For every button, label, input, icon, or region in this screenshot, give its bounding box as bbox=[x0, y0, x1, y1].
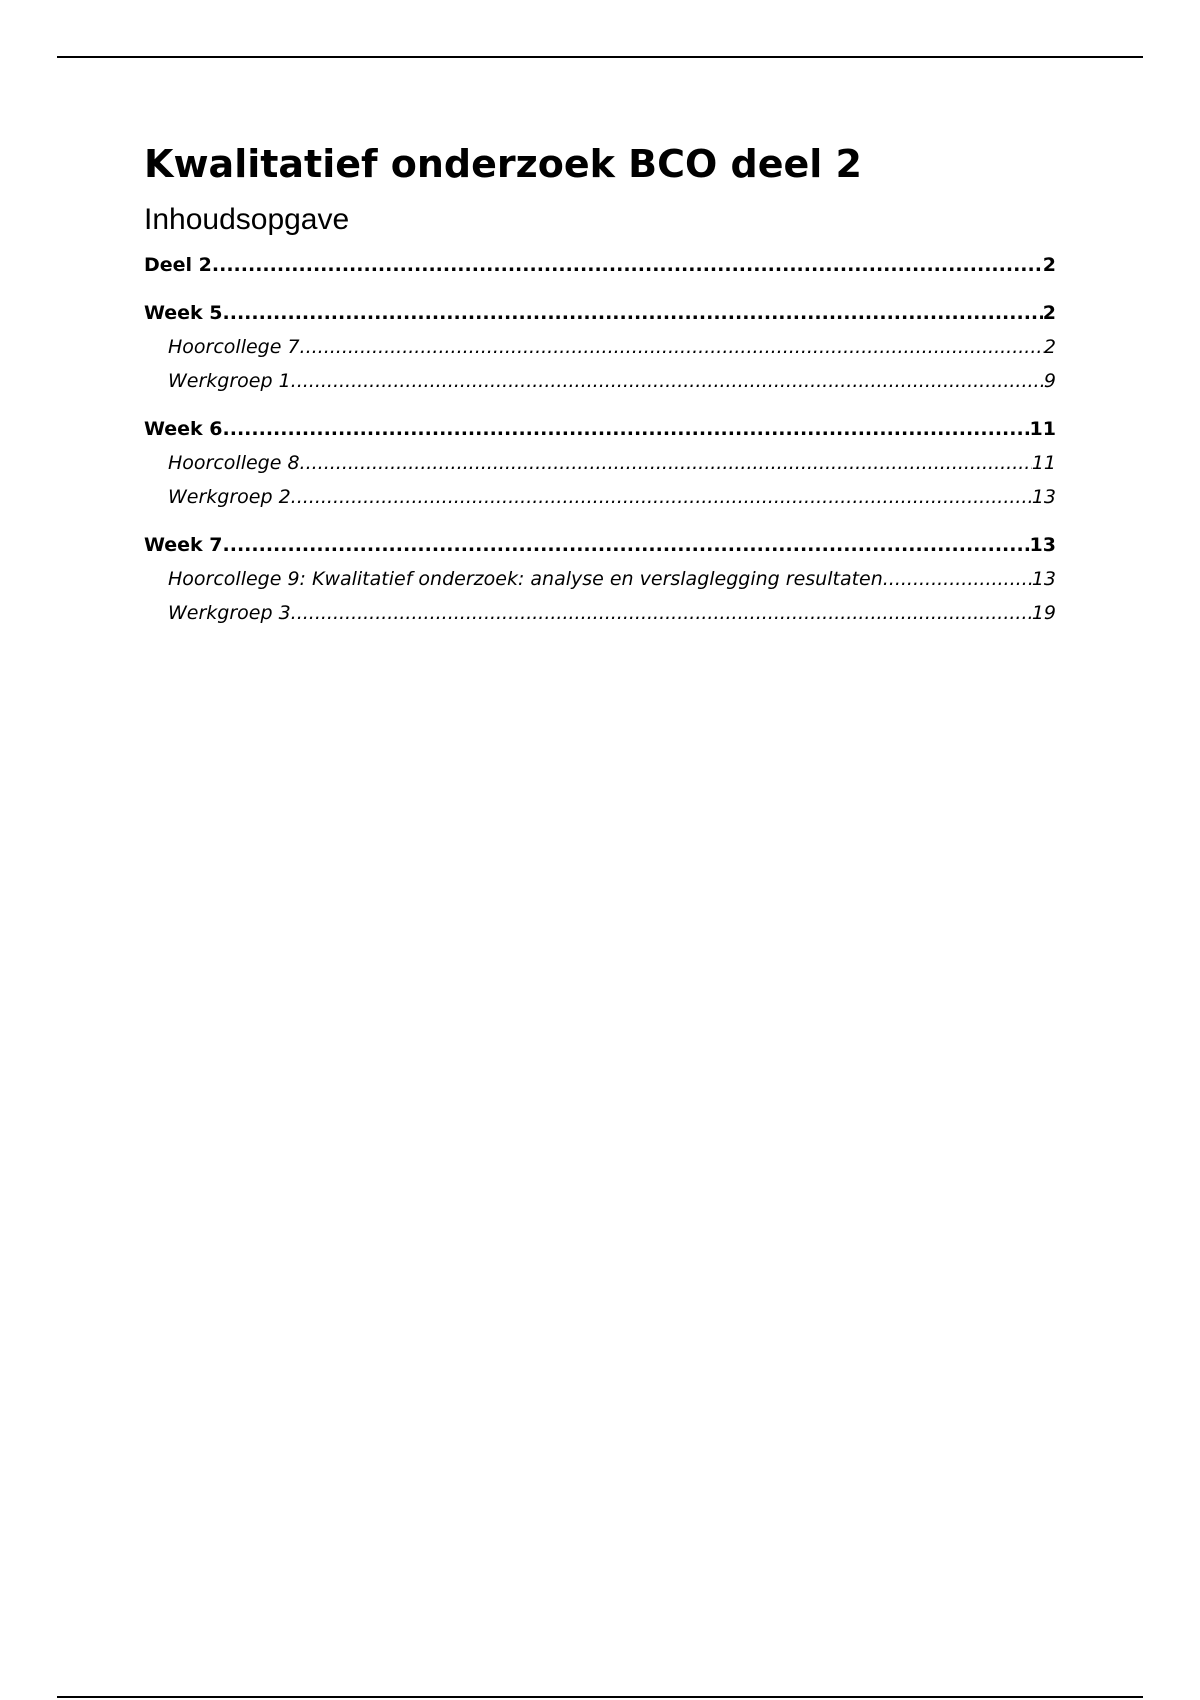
toc-page-number: 2 bbox=[1042, 302, 1056, 324]
toc-dot-leader bbox=[212, 252, 1043, 278]
toc-dot-leader bbox=[291, 484, 1032, 510]
toc-heading: Inhoudsopgave bbox=[144, 203, 350, 236]
toc-dot-leader bbox=[223, 300, 1043, 326]
page-content bbox=[144, 140, 1056, 626]
toc-entry-label: Week 5 bbox=[144, 302, 223, 324]
toc-page-number: 11 bbox=[1029, 418, 1056, 440]
toc-entry-werkgroep-1[interactable] bbox=[144, 368, 1056, 394]
toc-entry-hoorcollege-8[interactable] bbox=[144, 450, 1056, 476]
toc-entry-week-5[interactable] bbox=[144, 300, 1056, 326]
toc-entry-label: Week 6 bbox=[144, 418, 223, 440]
toc-page-number: 13 bbox=[1031, 486, 1056, 508]
toc-entry-label: Werkgroep 2 bbox=[168, 486, 291, 508]
toc-entry-label: Hoorcollege 7 bbox=[168, 336, 300, 358]
toc-dot-leader bbox=[883, 566, 1032, 592]
footer-rule bbox=[57, 1696, 1143, 1698]
toc-entry-label: Hoorcollege 9: Kwalitatief onderzoek: analyse en verslaglegging resultaten bbox=[168, 568, 883, 590]
toc-entry-deel-2[interactable] bbox=[144, 252, 1056, 278]
toc-entry-label: Hoorcollege 8 bbox=[168, 452, 300, 474]
document-title: Kwalitatief onderzoek BCO deel 2 bbox=[144, 142, 862, 186]
toc-entry-label: Week 7 bbox=[144, 534, 223, 556]
toc-entry-hoorcollege-7[interactable] bbox=[144, 334, 1056, 360]
toc-dot-leader bbox=[223, 532, 1030, 558]
toc-page-number: 11 bbox=[1031, 452, 1056, 474]
toc-page-number: 2 bbox=[1043, 336, 1056, 358]
toc-dot-leader bbox=[300, 334, 1044, 360]
toc-dot-leader bbox=[300, 450, 1032, 476]
toc-entry-week-7[interactable] bbox=[144, 532, 1056, 558]
toc-entry-week-6[interactable] bbox=[144, 416, 1056, 442]
toc-page-number: 13 bbox=[1029, 534, 1056, 556]
toc-entry-label: Werkgroep 1 bbox=[168, 370, 291, 392]
table-of-contents bbox=[144, 252, 1056, 626]
toc-entry-werkgroep-2[interactable] bbox=[144, 484, 1056, 510]
toc-entry-hoorcollege-9[interactable] bbox=[144, 566, 1056, 592]
toc-page-number: 13 bbox=[1031, 568, 1056, 590]
toc-dot-leader bbox=[223, 416, 1030, 442]
toc-entry-werkgroep-3[interactable] bbox=[144, 600, 1056, 626]
toc-dot-leader bbox=[291, 368, 1044, 394]
toc-page-number: 2 bbox=[1042, 254, 1056, 276]
toc-page-number: 19 bbox=[1031, 602, 1056, 624]
toc-entry-label: Deel 2 bbox=[144, 254, 212, 276]
header-rule bbox=[57, 56, 1143, 58]
toc-entry-label: Werkgroep 3 bbox=[168, 602, 291, 624]
toc-dot-leader bbox=[291, 600, 1032, 626]
toc-page-number: 9 bbox=[1043, 370, 1056, 392]
